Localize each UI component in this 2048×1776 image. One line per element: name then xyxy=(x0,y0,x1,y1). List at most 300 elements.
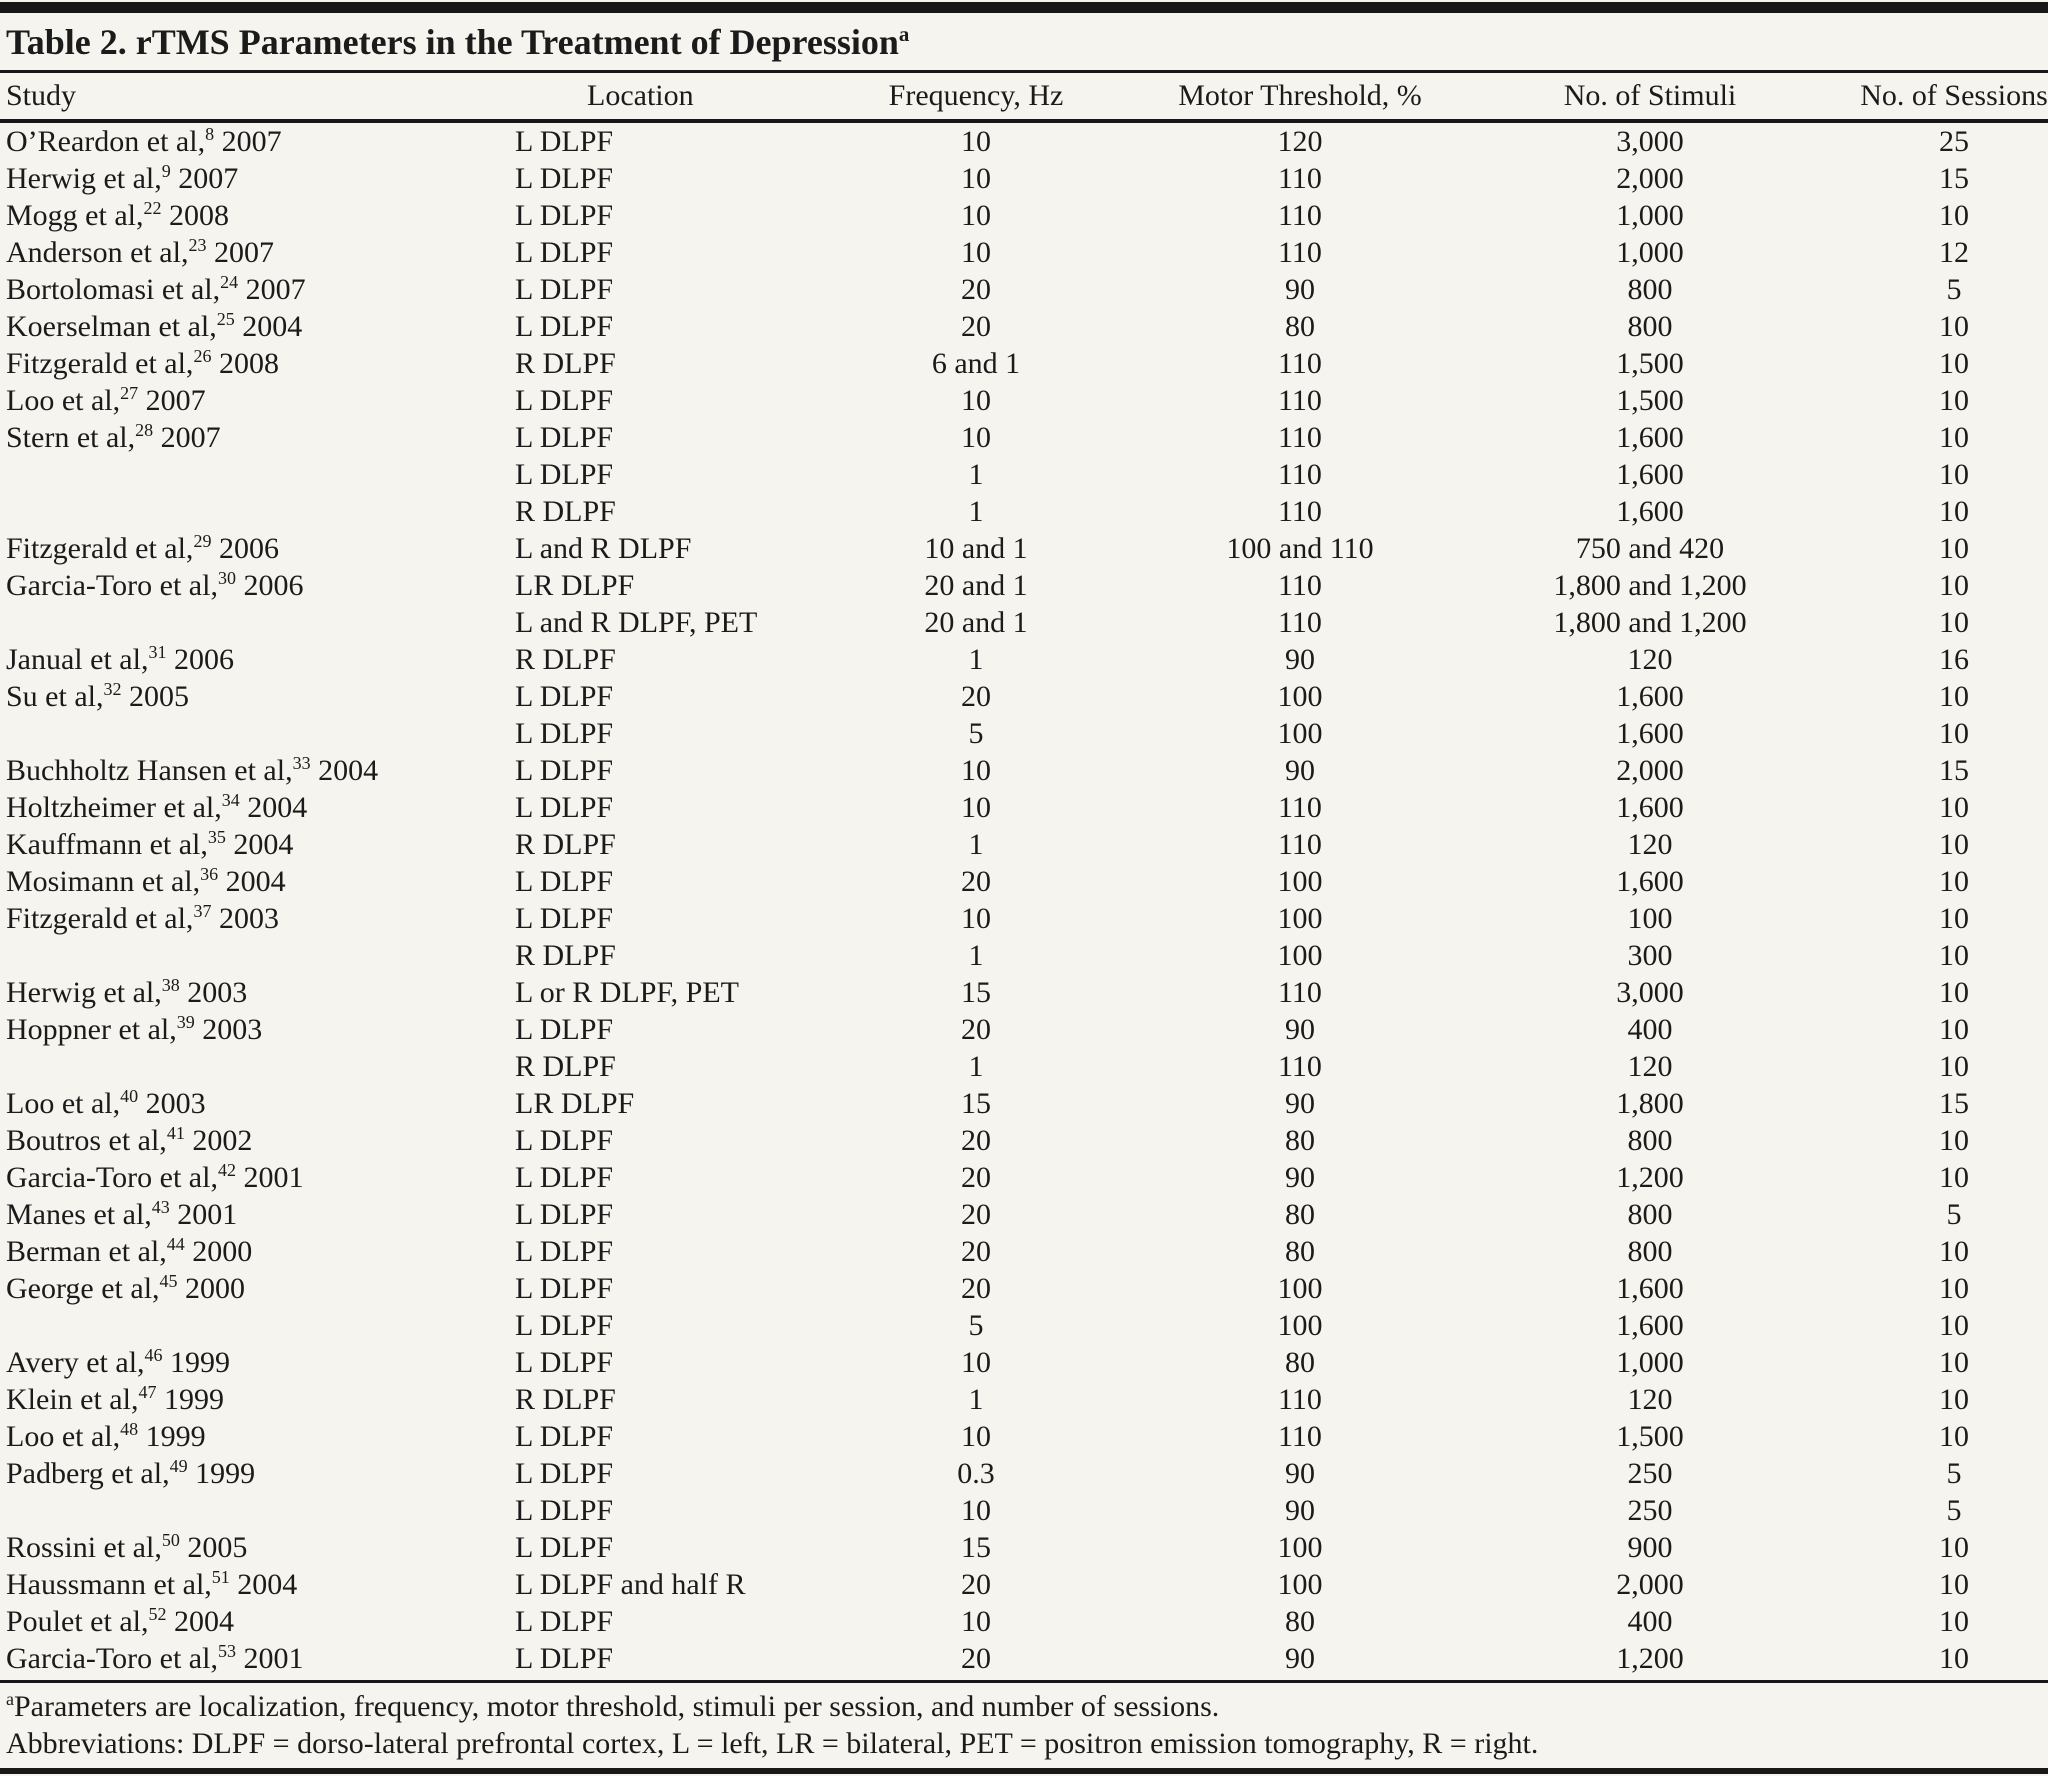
frequency-cell: 10 xyxy=(961,1346,991,1379)
study-cell xyxy=(0,1159,515,1196)
study-cell xyxy=(0,678,515,715)
sessions-cell: 10 xyxy=(1939,384,1969,417)
study-cell xyxy=(0,1529,515,1566)
stimuli-cell: 1,600 xyxy=(1616,791,1684,824)
table-row xyxy=(0,641,2048,678)
location-cell: L DLPF xyxy=(515,199,614,232)
table-row xyxy=(0,308,2048,345)
stimuli-cell: 3,000 xyxy=(1616,976,1684,1009)
study-name: Stern et al, xyxy=(6,421,136,454)
table-body xyxy=(0,121,2048,1677)
stimuli-cell: 120 xyxy=(1627,828,1673,861)
footnote-parameters xyxy=(6,1688,2042,1725)
footnote-parameters-text: Parameters are localization, frequency, motor threshold, stimuli per session, and number of sessions. xyxy=(14,1690,1220,1723)
table-row xyxy=(0,1122,2048,1159)
study-cell xyxy=(0,1048,515,1085)
frequency-cell: 10 xyxy=(961,421,991,454)
study-cell xyxy=(0,1455,515,1492)
table-row xyxy=(0,1270,2048,1307)
study-name: Loo et al, xyxy=(6,384,121,417)
table-row xyxy=(0,900,2048,937)
study-cell xyxy=(0,382,515,419)
sessions-cell: 25 xyxy=(1939,125,1969,158)
study-year: 2007 xyxy=(238,273,306,306)
table-row xyxy=(0,1085,2048,1122)
table-row xyxy=(0,1307,2048,1344)
study-ref: 25 xyxy=(216,309,235,329)
stimuli-cell: 1,800 and 1,200 xyxy=(1553,569,1747,602)
stimuli-cell: 1,600 xyxy=(1616,495,1684,528)
study-cell xyxy=(0,567,515,604)
sessions-cell: 10 xyxy=(1939,1013,1969,1046)
location-cell: L DLPF xyxy=(515,125,614,158)
location-cell: L DLPF xyxy=(515,1124,614,1157)
location-cell: L DLPF xyxy=(515,680,614,713)
study-ref: 43 xyxy=(151,1197,170,1217)
location-cell: L DLPF xyxy=(515,384,614,417)
table-title xyxy=(0,13,2048,73)
sessions-cell: 10 xyxy=(1939,532,1969,565)
sessions-cell: 10 xyxy=(1939,1383,1969,1416)
study-name: Rossini et al, xyxy=(6,1531,162,1564)
frequency-cell: 1 xyxy=(968,939,984,972)
table-row xyxy=(0,678,2048,715)
study-name: Holtzheimer et al, xyxy=(6,791,222,824)
sessions-cell: 10 xyxy=(1939,865,1969,898)
study-ref: 41 xyxy=(166,1123,185,1143)
col-header-frequency: Frequency, Hz xyxy=(847,73,1105,121)
frequency-cell: 10 xyxy=(961,236,991,269)
study-ref: 31 xyxy=(148,642,167,662)
study-cell xyxy=(0,715,515,752)
threshold-cell: 110 xyxy=(1278,458,1322,491)
frequency-cell: 15 xyxy=(961,1531,991,1564)
study-cell xyxy=(0,197,515,234)
study-cell xyxy=(0,1492,515,1529)
frequency-cell: 20 and 1 xyxy=(924,606,1028,639)
stimuli-cell: 400 xyxy=(1627,1605,1673,1638)
sessions-cell: 10 xyxy=(1939,1420,1969,1453)
sessions-cell: 10 xyxy=(1939,1346,1969,1379)
study-name: Poulet et al, xyxy=(6,1605,149,1638)
table-title-footnote-marker: a xyxy=(898,22,910,46)
study-name: Boutros et al, xyxy=(6,1124,167,1157)
sessions-cell: 10 xyxy=(1939,791,1969,824)
study-cell xyxy=(0,456,515,493)
study-ref: 35 xyxy=(207,827,226,847)
table-row xyxy=(0,1455,2048,1492)
study-year: 2007 xyxy=(153,421,221,454)
sessions-cell: 10 xyxy=(1939,569,1969,602)
study-year: 2004 xyxy=(166,1605,234,1638)
study-ref: 34 xyxy=(221,790,240,810)
study-ref: 39 xyxy=(176,1012,195,1032)
threshold-cell: 110 xyxy=(1278,1383,1322,1416)
threshold-cell: 80 xyxy=(1285,1124,1315,1157)
table-row xyxy=(0,567,2048,604)
table-row xyxy=(0,1048,2048,1085)
study-year: 2001 xyxy=(235,1642,304,1675)
study-name: Koerselman et al, xyxy=(6,310,217,343)
threshold-cell: 110 xyxy=(1278,828,1322,861)
location-cell: L DLPF xyxy=(515,717,614,750)
study-cell xyxy=(0,1603,515,1640)
table-row xyxy=(0,456,2048,493)
study-cell xyxy=(0,1381,515,1418)
study-cell xyxy=(0,419,515,456)
study-ref: 22 xyxy=(143,198,162,218)
location-cell: L DLPF xyxy=(515,1531,614,1564)
study-name: Kauffmann et al, xyxy=(6,828,208,861)
study-cell xyxy=(0,826,515,863)
location-cell: L DLPF xyxy=(515,310,614,343)
table-row xyxy=(0,715,2048,752)
threshold-cell: 110 xyxy=(1278,976,1322,1009)
threshold-cell: 100 xyxy=(1277,1568,1323,1601)
threshold-cell: 100 xyxy=(1277,1309,1323,1342)
study-cell xyxy=(0,1011,515,1048)
frequency-cell: 0.3 xyxy=(957,1457,995,1490)
location-cell: R DLPF xyxy=(515,347,616,380)
footnotes xyxy=(0,1683,2048,1764)
study-cell xyxy=(0,789,515,826)
location-cell: L DLPF xyxy=(515,754,614,787)
frequency-cell: 10 xyxy=(961,902,991,935)
threshold-cell: 100 xyxy=(1277,939,1323,972)
table-row xyxy=(0,382,2048,419)
frequency-cell: 1 xyxy=(968,643,984,676)
study-name: Janual et al, xyxy=(6,643,149,676)
study-name: Buchholtz Hansen et al, xyxy=(6,754,293,787)
location-cell: L DLPF xyxy=(515,1420,614,1453)
sessions-cell: 10 xyxy=(1939,939,1969,972)
stimuli-cell: 750 and 420 xyxy=(1575,532,1725,565)
stimuli-cell: 800 xyxy=(1627,1235,1673,1268)
location-cell: L DLPF xyxy=(515,162,614,195)
study-year: 2004 xyxy=(310,754,379,787)
study-ref: 23 xyxy=(188,235,207,255)
stimuli-cell: 1,800 xyxy=(1616,1087,1684,1120)
sessions-cell: 10 xyxy=(1939,310,1969,343)
study-cell xyxy=(0,308,515,345)
study-name: Klein et al, xyxy=(6,1383,139,1416)
frequency-cell: 10 xyxy=(961,1605,991,1638)
study-name: Anderson et al, xyxy=(6,236,189,269)
sessions-cell: 10 xyxy=(1939,976,1969,1009)
location-cell: L DLPF xyxy=(515,1161,614,1194)
sessions-cell: 5 xyxy=(1946,1494,1962,1527)
threshold-cell: 110 xyxy=(1278,236,1322,269)
table-row xyxy=(0,234,2048,271)
stimuli-cell: 1,600 xyxy=(1616,865,1684,898)
study-cell xyxy=(0,493,515,530)
frequency-cell: 20 xyxy=(961,1272,991,1305)
location-cell: L and R DLPF, PET xyxy=(515,606,758,639)
frequency-cell: 20 xyxy=(961,1642,991,1675)
frequency-cell: 10 xyxy=(961,199,991,232)
col-header-study: Study xyxy=(0,73,515,121)
table-row xyxy=(0,1603,2048,1640)
study-ref: 38 xyxy=(161,975,180,995)
study-name: Berman et al, xyxy=(6,1235,167,1268)
threshold-cell: 80 xyxy=(1285,1605,1315,1638)
frequency-cell: 15 xyxy=(961,1087,991,1120)
stimuli-cell: 800 xyxy=(1627,1124,1673,1157)
location-cell: R DLPF xyxy=(515,939,616,972)
study-cell xyxy=(0,1122,515,1159)
table-row xyxy=(0,752,2048,789)
sessions-cell: 10 xyxy=(1939,1568,1969,1601)
study-year: 1999 xyxy=(187,1457,256,1490)
stimuli-cell: 120 xyxy=(1627,643,1673,676)
stimuli-cell: 1,600 xyxy=(1616,680,1684,713)
frequency-cell: 20 xyxy=(961,310,991,343)
study-year: 2000 xyxy=(184,1235,253,1268)
header-row xyxy=(0,73,2048,121)
threshold-cell: 80 xyxy=(1285,310,1315,343)
stimuli-cell: 800 xyxy=(1627,1198,1673,1231)
threshold-cell: 100 and 110 xyxy=(1226,532,1374,565)
study-year: 2004 xyxy=(218,865,286,898)
table-row xyxy=(0,604,2048,641)
threshold-cell: 90 xyxy=(1285,1087,1315,1120)
table-row xyxy=(0,1196,2048,1233)
location-cell: L DLPF xyxy=(515,865,614,898)
study-name: Herwig et al, xyxy=(6,162,162,195)
threshold-cell: 110 xyxy=(1278,606,1322,639)
study-name: Herwig et al, xyxy=(6,976,162,1009)
threshold-cell: 110 xyxy=(1278,162,1322,195)
study-year: 2003 xyxy=(179,976,248,1009)
col-header-motor-threshold: Motor Threshold, % xyxy=(1105,73,1495,121)
threshold-cell: 100 xyxy=(1277,680,1323,713)
frequency-cell: 10 xyxy=(961,384,991,417)
location-cell: L DLPF xyxy=(515,1235,614,1268)
sessions-cell: 10 xyxy=(1939,495,1969,528)
study-ref: 42 xyxy=(217,1160,236,1180)
threshold-cell: 110 xyxy=(1278,791,1322,824)
frequency-cell: 10 xyxy=(961,791,991,824)
location-cell: R DLPF xyxy=(515,643,616,676)
stimuli-cell: 900 xyxy=(1627,1531,1673,1564)
location-cell: L or R DLPF, PET xyxy=(515,976,740,1009)
study-year: 2004 xyxy=(229,1568,298,1601)
study-name: Haussmann et al, xyxy=(6,1568,212,1601)
frequency-cell: 20 xyxy=(961,1198,991,1231)
location-cell: L DLPF xyxy=(515,1013,614,1046)
threshold-cell: 80 xyxy=(1285,1198,1315,1231)
study-year: 2004 xyxy=(239,791,308,824)
study-year: 2003 xyxy=(194,1013,263,1046)
study-name: Mogg et al, xyxy=(6,199,144,232)
table-row xyxy=(0,345,2048,382)
location-cell: L DLPF xyxy=(515,236,614,269)
table-row xyxy=(0,1381,2048,1418)
threshold-cell: 100 xyxy=(1277,1531,1323,1564)
study-cell xyxy=(0,1344,515,1381)
frequency-cell: 20 xyxy=(961,1013,991,1046)
study-ref: 44 xyxy=(166,1234,185,1254)
study-name: Garcia-Toro et al, xyxy=(6,1161,218,1194)
study-name: Loo et al, xyxy=(6,1420,121,1453)
location-cell: L DLPF xyxy=(515,1346,614,1379)
frequency-cell: 20 xyxy=(961,1124,991,1157)
location-cell: L DLPF xyxy=(515,902,614,935)
threshold-cell: 110 xyxy=(1278,199,1322,232)
study-cell xyxy=(0,345,515,382)
study-cell xyxy=(0,271,515,308)
study-year: 2007 xyxy=(170,162,239,195)
study-ref: 45 xyxy=(159,1271,178,1291)
study-year: 2005 xyxy=(179,1531,248,1564)
frequency-cell: 10 xyxy=(961,1420,991,1453)
table-row xyxy=(0,1640,2048,1677)
study-ref: 51 xyxy=(211,1567,230,1587)
study-year: 2006 xyxy=(211,532,279,565)
sessions-cell: 10 xyxy=(1939,1235,1969,1268)
threshold-cell: 90 xyxy=(1285,1457,1315,1490)
sessions-cell: 10 xyxy=(1939,199,1969,232)
study-ref: 50 xyxy=(161,1530,180,1550)
top-rule xyxy=(0,2,2048,13)
study-cell xyxy=(0,641,515,678)
table-row xyxy=(0,271,2048,308)
location-cell: LR DLPF xyxy=(515,1087,635,1120)
threshold-cell: 110 xyxy=(1278,347,1322,380)
study-cell xyxy=(0,1640,515,1677)
sessions-cell: 10 xyxy=(1939,1161,1969,1194)
table-row xyxy=(0,1529,2048,1566)
table-row xyxy=(0,160,2048,197)
study-name: Bortolomasi et al, xyxy=(6,273,221,306)
study-year: 2007 xyxy=(214,125,282,158)
study-ref: 33 xyxy=(292,753,311,773)
sessions-cell: 10 xyxy=(1939,421,1969,454)
study-year: 2001 xyxy=(169,1198,238,1231)
study-ref: 49 xyxy=(169,1456,188,1476)
study-cell xyxy=(0,974,515,1011)
threshold-cell: 110 xyxy=(1278,495,1322,528)
frequency-cell: 15 xyxy=(961,976,991,1009)
stimuli-cell: 250 xyxy=(1627,1494,1673,1527)
study-cell xyxy=(0,863,515,900)
sessions-cell: 10 xyxy=(1939,828,1969,861)
location-cell: R DLPF xyxy=(515,828,616,861)
sessions-cell: 10 xyxy=(1939,1642,1969,1675)
location-cell: R DLPF xyxy=(515,1050,616,1083)
threshold-cell: 90 xyxy=(1285,1161,1315,1194)
table-row xyxy=(0,826,2048,863)
study-year: 2007 xyxy=(138,384,206,417)
study-ref: 24 xyxy=(220,272,239,292)
sessions-cell: 10 xyxy=(1939,606,1969,639)
frequency-cell: 20 xyxy=(961,1568,991,1601)
stimuli-cell: 800 xyxy=(1627,273,1673,306)
study-name: Loo et al, xyxy=(6,1087,121,1120)
study-year: 2004 xyxy=(234,310,303,343)
table-row xyxy=(0,121,2048,160)
frequency-cell: 10 xyxy=(961,125,991,158)
footnote-marker: a xyxy=(6,1689,14,1709)
study-cell xyxy=(0,1233,515,1270)
table-row xyxy=(0,1159,2048,1196)
location-cell: L DLPF and half R xyxy=(515,1568,746,1601)
sessions-cell: 5 xyxy=(1946,1457,1962,1490)
threshold-cell: 90 xyxy=(1285,1013,1315,1046)
study-ref: 8 xyxy=(205,124,215,144)
table-title-text: Table 2. rTMS Parameters in the Treatment of Depression xyxy=(6,22,899,62)
sessions-cell: 15 xyxy=(1939,754,1969,787)
stimuli-cell: 300 xyxy=(1627,939,1673,972)
location-cell: LR DLPF xyxy=(515,569,635,602)
sessions-cell: 10 xyxy=(1939,680,1969,713)
stimuli-cell: 2,000 xyxy=(1616,754,1684,787)
threshold-cell: 110 xyxy=(1278,421,1322,454)
frequency-cell: 1 xyxy=(968,828,984,861)
study-name: Avery et al, xyxy=(6,1346,145,1379)
threshold-cell: 100 xyxy=(1277,1272,1323,1305)
study-name: Su et al, xyxy=(6,680,104,713)
stimuli-cell: 100 xyxy=(1627,902,1673,935)
sessions-cell: 5 xyxy=(1946,1198,1962,1231)
sessions-cell: 10 xyxy=(1939,1531,1969,1564)
study-ref: 30 xyxy=(217,568,236,588)
frequency-cell: 6 and 1 xyxy=(931,347,1021,380)
study-ref: 9 xyxy=(161,161,171,181)
stimuli-cell: 800 xyxy=(1627,310,1673,343)
frequency-cell: 10 and 1 xyxy=(924,532,1028,565)
table-row xyxy=(0,1233,2048,1270)
stimuli-cell: 1,000 xyxy=(1616,199,1684,232)
study-name: Garcia-Toro et al, xyxy=(6,569,218,602)
study-year: 1999 xyxy=(156,1383,224,1416)
stimuli-cell: 1,600 xyxy=(1616,717,1684,750)
location-cell: L DLPF xyxy=(515,458,614,491)
frequency-cell: 20 and 1 xyxy=(924,569,1028,602)
study-cell xyxy=(0,604,515,641)
sessions-cell: 15 xyxy=(1939,1087,1969,1120)
study-name: Hoppner et al, xyxy=(6,1013,177,1046)
table-row xyxy=(0,1418,2048,1455)
stimuli-cell: 1,200 xyxy=(1616,1642,1684,1675)
stimuli-cell: 1,600 xyxy=(1616,458,1684,491)
col-header-sessions: No. of Sessions xyxy=(1805,73,2048,121)
stimuli-cell: 1,500 xyxy=(1616,1420,1684,1453)
threshold-cell: 100 xyxy=(1277,902,1323,935)
frequency-cell: 20 xyxy=(961,865,991,898)
sessions-cell: 10 xyxy=(1939,1050,1969,1083)
threshold-cell: 90 xyxy=(1285,273,1315,306)
study-year: 2001 xyxy=(235,1161,304,1194)
study-year: 2007 xyxy=(206,236,274,269)
rtms-parameters-table xyxy=(0,73,2048,1677)
bottom-rule xyxy=(0,1768,2048,1774)
study-ref: 53 xyxy=(217,1641,236,1661)
study-cell xyxy=(0,900,515,937)
study-ref: 26 xyxy=(193,346,212,366)
location-cell: L DLPF xyxy=(515,1605,614,1638)
stimuli-cell: 250 xyxy=(1627,1457,1673,1490)
sessions-cell: 10 xyxy=(1939,902,1969,935)
table-row xyxy=(0,419,2048,456)
study-ref: 48 xyxy=(120,1419,139,1439)
table-row xyxy=(0,1492,2048,1529)
stimuli-cell: 1,600 xyxy=(1616,1309,1684,1342)
stimuli-cell: 400 xyxy=(1627,1013,1673,1046)
sessions-cell: 16 xyxy=(1939,643,1969,676)
frequency-cell: 20 xyxy=(961,680,991,713)
location-cell: L DLPF xyxy=(515,1457,614,1490)
